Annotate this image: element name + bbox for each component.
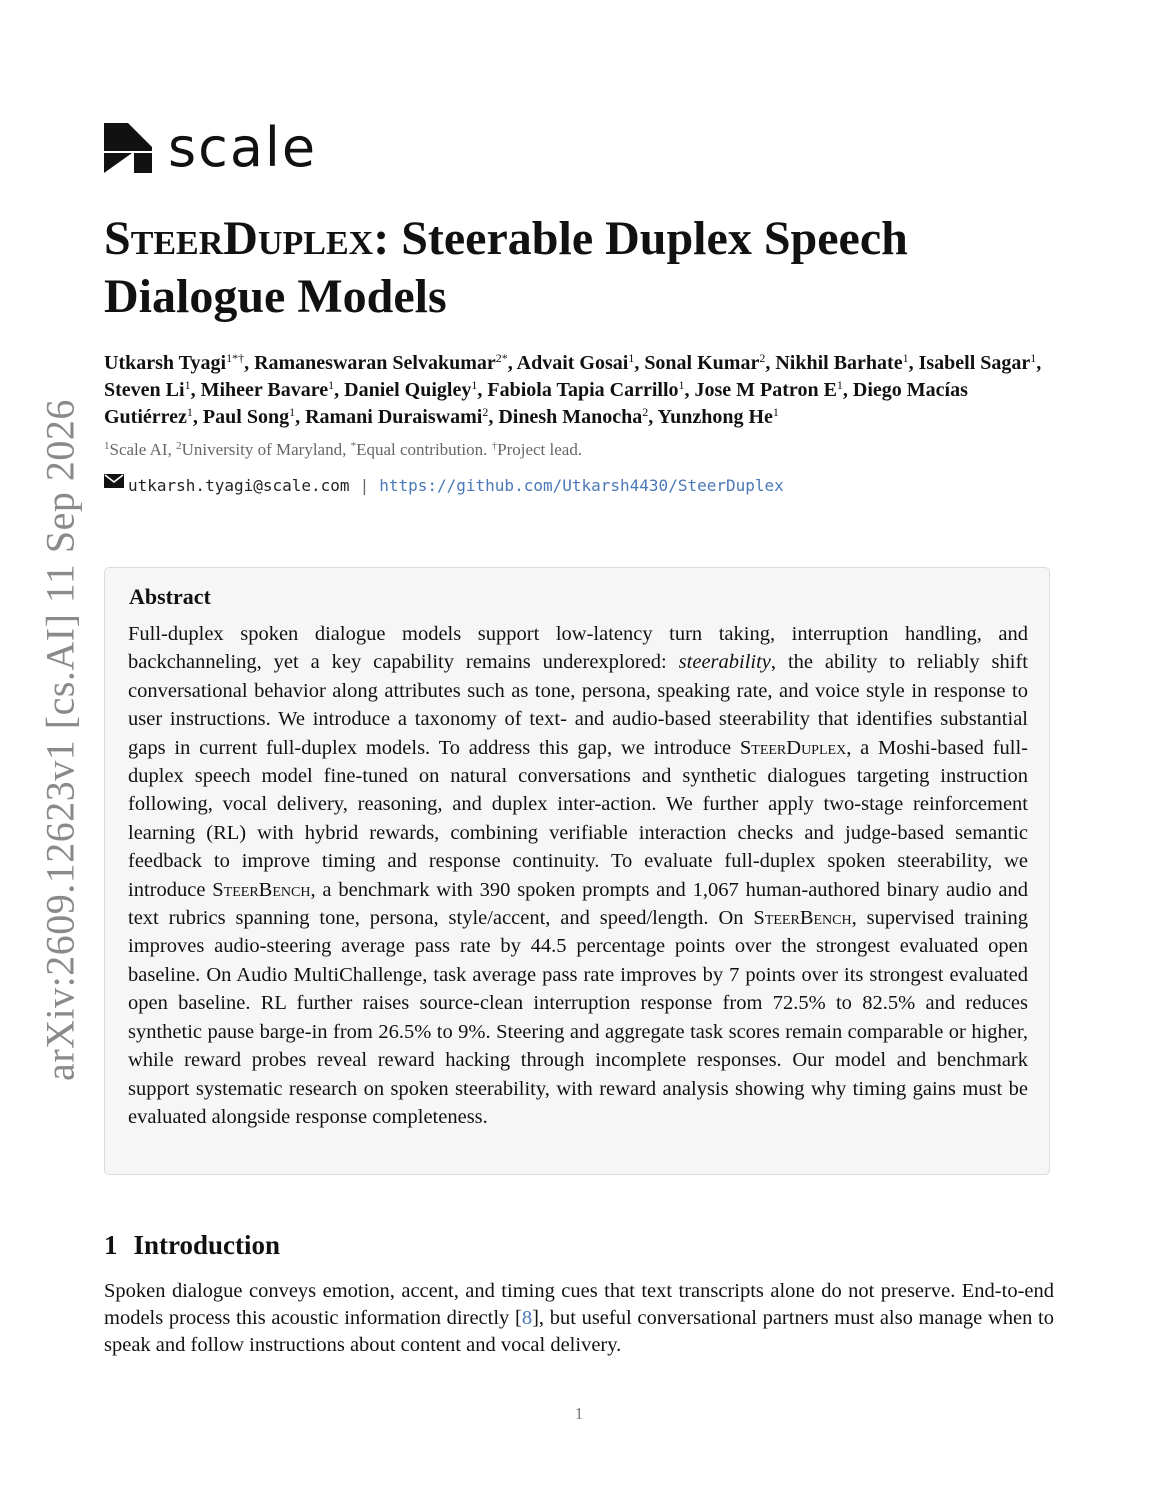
arxiv-side-stamp: arXiv:2609.12623v1 [cs.AI] 11 Sep 2026 xyxy=(37,399,83,1081)
contact-email[interactable]: utkarsh.tyagi@scale.com xyxy=(128,476,350,495)
scale-wordmark: scale xyxy=(168,116,318,179)
section-number: 1 xyxy=(104,1230,118,1260)
introduction-paragraph: Spoken dialogue conveys emotion, accent, and timing cues that text transcripts alone do not preserve. End-to-end models process this acoustic information directly [8], but useful conversational partners must also manage when to speak and follow instructions about content and vocal delivery. xyxy=(104,1280,1054,1356)
mail-icon xyxy=(104,474,124,488)
abstract-box xyxy=(104,567,1050,1175)
section-heading xyxy=(104,1230,280,1261)
scale-logo-icon xyxy=(104,123,152,173)
contact-line xyxy=(104,476,1064,495)
title-name-part1: Steer xyxy=(104,212,224,265)
scale-logo xyxy=(104,116,318,179)
abstract-heading: Abstract xyxy=(129,584,211,609)
author-list: Utkarsh Tyagi$^{1*\dagger}$, Ramaneswaran Selvakumar$^{2*}$, Advait Gosai$^1$, Sonal Kumar$^2$, Nikhil Barhate$^1$, Isabell Sagar$^1$, Steven Li$^1$, Miheer Bavare$^1$, Daniel Quigley$^1$, Fabiola Tapia Carrillo$^1$, Jose M Patron $E^1$, Diego Macías Gutiérrez$^1$, Paul Song$^1$, Ramani Duraiswami$^2$, Dinesh Manocha$^2$, Yunzhong He$^1$ xyxy=(104,351,1042,428)
github-link[interactable]: https://github.com/Utkarsh4430/SteerDuplex xyxy=(379,476,784,495)
paper-title xyxy=(104,210,1064,326)
affiliations: $^1$Scale AI, $^2$University of Maryland, *Equal contribution. †Project lead. xyxy=(104,440,583,459)
abstract-body: Full-duplex spoken dialogue models support low-latency turn taking, interruption handling, and backchanneling, yet a key capability remains underexplored: steerability, the ability to reliably shift conversational behavior along attributes such as tone, persona, speaking rate, and voice style in response to user instructions. We introduce a taxonomy of text- and audio-based steerability that identifies substantial gaps in current full-duplex models. To address this gap, we introduce SteerDuplex, a Moshi-based full-duplex speech model fine-tuned on natural conversations and synthetic dialogues targeting instruction following, vocal delivery, reasoning, and duplex inter-action. We further apply two-stage reinforcement learning (RL) with hybrid rewards, combining verifiable interaction checks and judge-based semantic feedback to improve timing and response continuity. To evaluate full-duplex spoken steerability, we introduce SteerBench, a benchmark with 390 spoken prompts and 1,067 human-authored binary audio and text rubrics spanning tone, persona, style/accent, and speed/length. On SteerBench, supervised training improves audio-steering average pass rate by 44.5 percentage points over the strongest evaluated open baseline. On Audio MultiChallenge, task average pass rate improves by 7 points over its strongest evaluated open baseline. RL further raises source-clean interruption response from 72.5% to 82.5% and reduces synthetic pause barge-in from 26.5% to 9%. Steering and aggregate task scores remain comparable or higher, while reward probes reveal reward hacking through incomplete responses. Our model and benchmark support systematic research on spoken steerability, with reward analysis showing why timing gains must be evaluated alongside response completeness. xyxy=(128,623,1028,1128)
section-title: Introduction xyxy=(133,1230,281,1260)
title-name-part2: Duplex xyxy=(223,212,374,265)
title-rest: : Steerable Duplex Speech Dialogue Models xyxy=(104,212,908,323)
contact-separator: | xyxy=(359,476,370,495)
page-number: 1 xyxy=(574,1404,584,1423)
